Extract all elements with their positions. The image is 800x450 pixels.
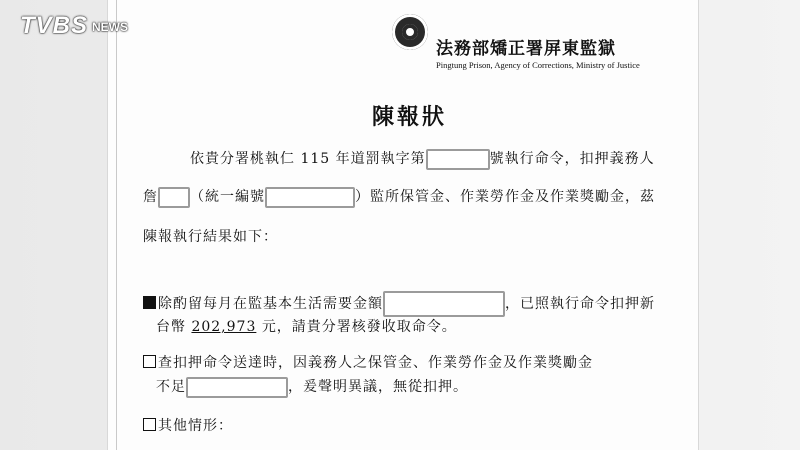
option1-text-c: 台幣 [156, 319, 186, 335]
option2-text-a: 查扣押命令送達時，因義務人之保管金、作業勞作金及作業獎勵金 [158, 355, 593, 371]
paragraph-line-3: 陳報執行結果如下： [143, 229, 278, 245]
para1-text-a: 依貴分署桃執仁 115 年道罰執字第 [190, 151, 426, 167]
logo-suffix: NEWS [92, 20, 129, 34]
org-name-chinese: 法務部矯正署屏東監獄 [436, 39, 616, 59]
prison-seal-icon [392, 14, 428, 50]
option1-text-a: 除酌留每月在監基本生活需要金額 [158, 296, 383, 312]
option1-text-d: 元，請貴分署核發收取命令。 [261, 319, 457, 335]
option1-text-b: ，已照執行命令扣押新 [505, 296, 655, 312]
option-1-checkbox[interactable] [143, 296, 156, 309]
option-2-line-1 [143, 352, 593, 372]
document-title: 陳報狀 [372, 104, 448, 130]
para1-text-b: 號執行命令，扣押義務人 [489, 151, 655, 167]
option-3-line [143, 415, 233, 435]
org-name-english: Pingtung Prison, Agency of Corrections, Ministry of Justice [436, 60, 640, 70]
para2-text-a: 詹 [143, 189, 158, 205]
option-3-checkbox[interactable] [143, 418, 156, 431]
seized-amount: 202,973 [191, 319, 257, 335]
paragraph-line-1 [190, 148, 655, 170]
option-2-line-2 [156, 376, 468, 398]
para2-text-b: （統一編號 [190, 189, 265, 205]
paragraph-line-2 [143, 186, 655, 208]
option3-text: 其他情形： [158, 418, 233, 434]
page-edge-line [116, 0, 117, 450]
redacted-id-number [265, 187, 355, 208]
redacted-living-amount [383, 291, 505, 317]
option-2-checkbox[interactable] [143, 355, 156, 368]
option2-text-c: ，爰聲明異議，無從扣押。 [288, 379, 468, 395]
para2-text-c: ）監所保管金、作業勞作金及作業獎勵金，茲 [355, 189, 655, 205]
logo-brand: TVBS [20, 12, 89, 39]
redacted-case-number [426, 149, 490, 170]
option2-text-b: 不足 [156, 379, 186, 395]
option-1-line-1 [143, 291, 655, 317]
redacted-debtor-name [158, 187, 190, 208]
option-1-line-2 [156, 316, 457, 336]
tvbs-news-logo [20, 12, 128, 40]
redacted-shortfall-amount [186, 377, 288, 398]
